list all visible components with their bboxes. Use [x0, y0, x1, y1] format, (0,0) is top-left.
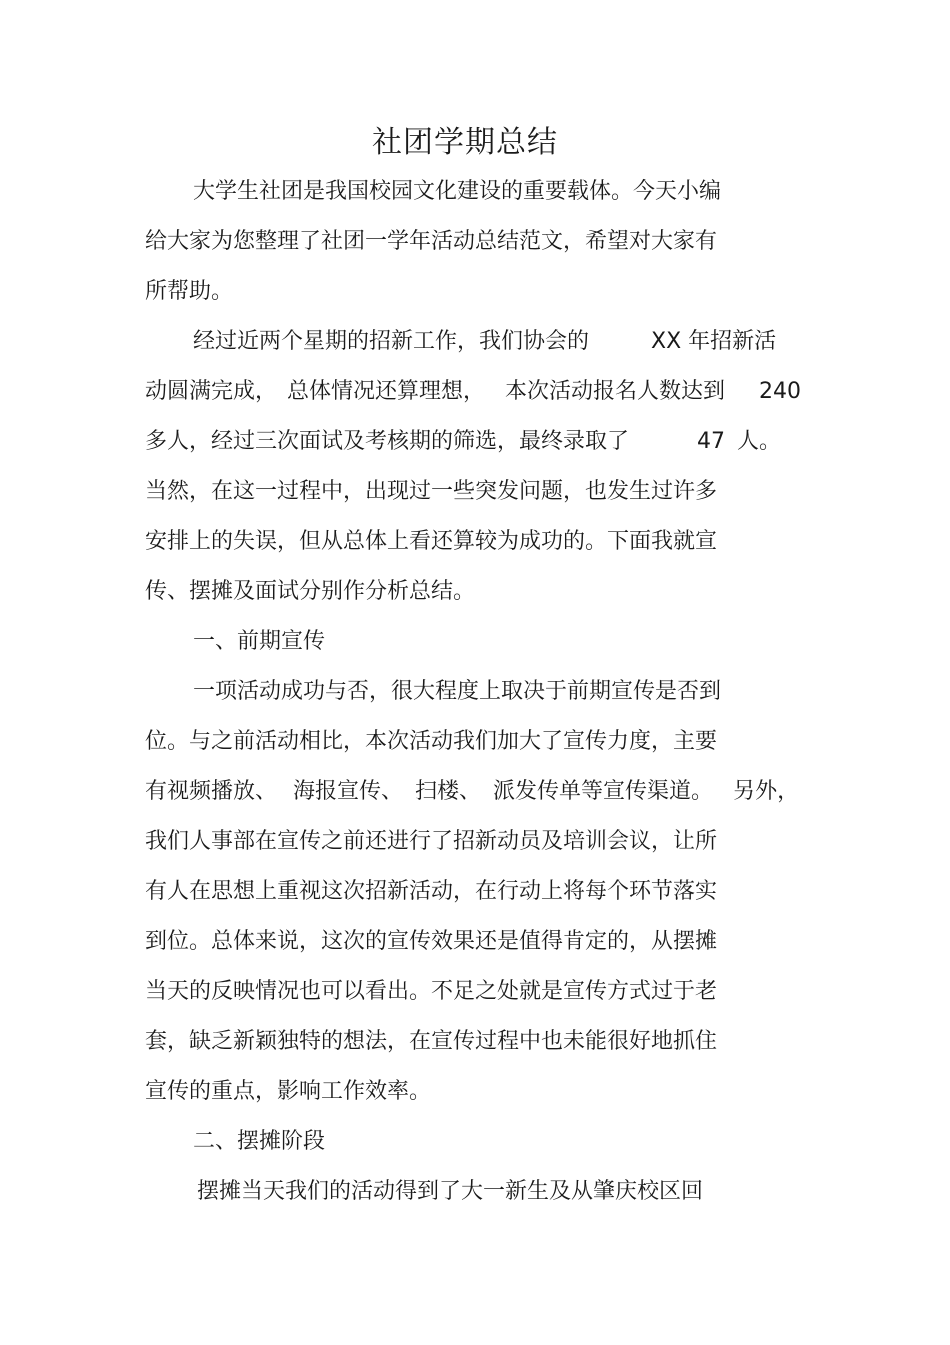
section-1-line-3 — [145, 777, 799, 807]
summary-line-5: 安排上的失误，但从总体上看还算较为成功的。下面我就宣 — [145, 529, 718, 554]
section-1-text: 有视频播放、 — [145, 779, 278, 804]
summary-count-registered: 240 — [759, 379, 802, 404]
summary-text: 经过近两个星期的招新工作，我们协会的 — [193, 329, 590, 354]
section-2-heading: 二、摆摊阶段 — [193, 1129, 326, 1154]
intro-line-3: 所帮助。 — [145, 279, 234, 304]
summary-text: 动圆满完成， — [145, 379, 278, 404]
section-1-text: 派发传单等宣传渠道。 — [493, 779, 714, 804]
summary-year: XX 年招新活 — [651, 329, 777, 354]
section-1-line-1: 一项活动成功与否，很大程度上取决于前期宣传是否到 — [193, 679, 722, 704]
summary-line-3 — [145, 427, 781, 457]
intro-line-2: 给大家为您整理了社团一学年活动总结范文，希望对大家有 — [145, 229, 718, 254]
section-1-text: 另外， — [733, 779, 800, 804]
section-1-line-4: 我们人事部在宣传之前还进行了招新动员及培训会议，让所 — [145, 829, 718, 854]
summary-line-1 — [193, 327, 776, 357]
section-1-line-6: 到位。总体来说，这次的宣传效果还是值得肯定的，从摆摊 — [145, 929, 718, 954]
summary-line-6: 传、摆摊及面试分别作分析总结。 — [145, 579, 476, 604]
intro-line-1: 大学生社团是我国校园文化建设的重要载体。今天小编 — [193, 179, 722, 204]
section-1-line-5: 有人在思想上重视这次招新活动，在行动上将每个环节落实 — [145, 879, 718, 904]
summary-text: 多人，经过三次面试及考核期的筛选，最终录取了 — [145, 429, 630, 454]
section-1-line-7: 当天的反映情况也可以看出。不足之处就是宣传方式过于老 — [145, 979, 718, 1004]
summary-count-admitted: 47 — [697, 429, 726, 454]
section-1-text: 海报宣传、 — [293, 779, 404, 804]
summary-text: 本次活动报名人数达到 — [505, 379, 726, 404]
section-2-line-1: 摆摊当天我们的活动得到了大一新生及从肇庆校区回 — [197, 1179, 704, 1204]
section-1-text: 扫楼、 — [415, 779, 482, 804]
section-1-line-9: 宣传的重点，影响工作效率。 — [145, 1079, 432, 1104]
summary-line-2 — [145, 377, 801, 407]
summary-line-4: 当然，在这一过程中，出现过一些突发问题，也发生过许多 — [145, 479, 718, 504]
section-1-heading: 一、前期宣传 — [193, 629, 326, 654]
summary-text: 总体情况还算理想， — [287, 379, 486, 404]
section-1-line-8: 套，缺乏新颖独特的想法，在宣传过程中也未能很好地抓住 — [145, 1029, 718, 1054]
section-1-line-2: 位。与之前活动相比，本次活动我们加大了宣传力度，主要 — [145, 729, 718, 754]
summary-text: 人。 — [737, 429, 782, 454]
page-title: 社团学期总结 — [372, 125, 558, 160]
